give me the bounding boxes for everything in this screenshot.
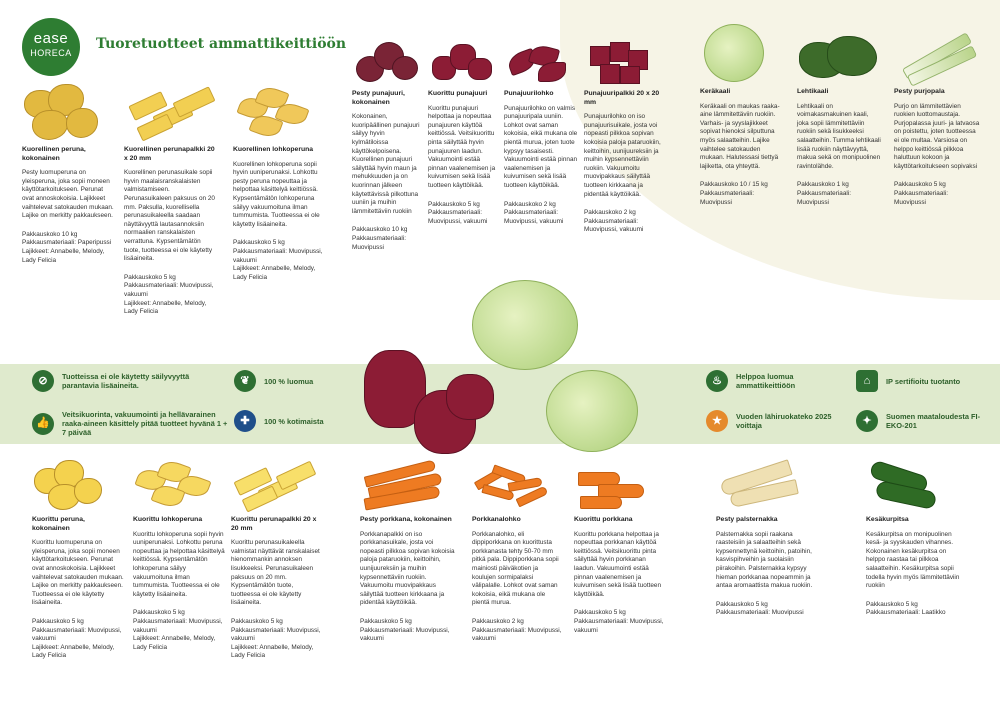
product-card-kale <box>797 30 881 207</box>
feature-organic <box>234 370 354 392</box>
product-name: Kuorittu punajuuri <box>428 90 488 97</box>
leek-image <box>894 30 980 84</box>
package-size: Pakkauskoko 5 kg <box>233 239 285 247</box>
product-description: Kuorittu luomuperuna on yleisperuna, joka sopii moneen käyttötarkoitukseen. Perunat ovat annoskokoisia. Lajikkeet vaihtelevat satokauden mukaan. Lajike on merkitty pakkaukseen. Tuotteessa ei ole käytetty lisäaineita. <box>32 539 124 607</box>
package-material: Pakkausmateriaali: Muovipussi, vakuumi <box>233 247 323 264</box>
feature-award <box>706 410 836 432</box>
package-size: Pakkauskoko 5 kg <box>360 617 412 625</box>
package-size: Pakkauskoko 10 / 15 kg <box>700 181 768 189</box>
feature-text: IP sertifioitu tuotanto <box>886 376 961 386</box>
leaf-icon: ❦ <box>234 370 256 392</box>
cabbage-half-image <box>546 370 638 452</box>
package-material: Pakkausmateriaali: Muovipussi, vakuumi <box>472 626 562 643</box>
package-size: Pakkauskoko 5 kg <box>428 200 480 208</box>
product-description: Palsternakka sopii raakana raasteisiin ja salaatteihin sekä kypsennettynä keittoihin, patoihin, kasvispihveihin ja suolaisiin piirakoihin. Palsternakka kypsyy hieman porkkanaa nopeammin ja antaa aromaattista makua ruokiin. <box>716 530 813 590</box>
cabbage-image <box>472 280 578 370</box>
product-description: Porkkanapalkki on iso porkkanasuikale, josta voi nopeasti pilkkoa sopivan kokoisia paloja pataruokiin, keittoihin, uunijuureksiin ja muihin kypsennettäviin ruokiin. Vakuumoitu muovipakkaus säilyttää tuotteen kirkkaana ja pidentää käyttöikää. <box>360 530 455 607</box>
product-name: Pesty palsternakka <box>716 516 778 523</box>
package-material: Pakkausmateriaali: Muovipussi, vakuumi <box>124 282 214 298</box>
package-size: Pakkauskoko 5 kg <box>894 181 946 189</box>
peeled-carrot-image <box>574 456 664 512</box>
package-size: Pakkauskoko 2 kg <box>584 209 636 217</box>
product-name: Pesty porkkana, kokonainen <box>360 516 452 523</box>
product-name: Kuorellinen lohkoperuna <box>233 146 314 153</box>
logo-subword: HORECA <box>30 48 72 58</box>
product-card-beet-peeled <box>428 36 498 226</box>
package-material: Pakkausmateriaali: Muovipussi <box>352 234 406 251</box>
product-card-parsnip <box>716 456 816 618</box>
peeled-bar-image <box>231 456 323 512</box>
beet-wedge-image <box>504 36 578 86</box>
feature-text: Vuoden lähiruokateko 2025 voittaja <box>736 412 832 430</box>
feature-domestic <box>234 410 354 432</box>
product-card-leek <box>894 30 980 207</box>
feature-knife-peeling <box>32 410 232 437</box>
product-name: Kuorittu peruna, kokonainen <box>32 516 85 532</box>
page-title: Tuoretuotteet ammattikeittiöön <box>96 36 347 52</box>
product-name: Kuorellinen peruna, kokonainen <box>22 146 86 162</box>
feature-eu-organic <box>856 410 986 432</box>
package-size: Pakkauskoko 2 kg <box>472 617 524 625</box>
package-material: Pakkausmateriaali: Muovipussi, vakuumi <box>360 626 450 643</box>
feature-ip-certified <box>856 370 986 392</box>
package-size: Pakkauskoko 10 kg <box>352 226 408 234</box>
product-card-potato-whole <box>22 80 114 265</box>
feature-text: 100 % luomua <box>264 376 314 386</box>
beet-image <box>446 374 494 420</box>
product-description: Purjo on lämmitettävien ruokien luottomaustaja. Purjopalassa juuri- ja latvaosa on poistettu, joten tuotteessa ei ole multaa. Varsiosa on helppo keittiössä pilkkoa haluttuun kokoon ja käyttötarkoitukseen sopivaksi <box>894 102 980 170</box>
product-name: Lehtikaali <box>797 88 829 95</box>
product-name: Kesäkurpitsa <box>866 516 909 523</box>
package-material: Pakkausmateriaali: Muovipussi, vakuumi <box>504 209 564 225</box>
logo-word: ease <box>33 30 69 47</box>
peeled-wedge-image <box>133 456 225 512</box>
feature-text: 100 % kotimaista <box>264 416 324 426</box>
product-card-beet-wedge <box>504 36 578 226</box>
package-size: Pakkauskoko 10 kg <box>22 230 78 238</box>
package-material: Pakkausmateriaali: Muovipussi, vakuumi <box>584 217 644 234</box>
package-size: Pakkauskoko 5 kg <box>231 617 283 625</box>
product-name: Kuorittu porkkana <box>574 516 633 523</box>
potato-image <box>22 80 114 142</box>
potato-bar-image <box>124 80 216 142</box>
product-description: Punajuurilohko on valmis punajuuripala uuniin. Lohkot ovat saman kokoisia, eikä mukana ole pientä murua, joten tuote kypsyy tasaisesti. Vakuumointi estää pinnan vaalenemisen ja kuivumisen sekä lisää tuotteen käyttöikää. <box>504 104 578 189</box>
package-material: Pakkausmateriaali: Paperipussi <box>22 239 112 247</box>
carrot-wedge-image <box>472 456 562 512</box>
peeled-beet-image <box>428 36 498 86</box>
package-size: Pakkauskoko 5 kg <box>32 617 84 625</box>
product-card-beet-bar <box>584 36 664 235</box>
package-material: Pakkausmateriaali: Muovipussi, vakuumi <box>231 626 321 643</box>
product-name: Kuorittu lohkoperuna <box>133 516 203 523</box>
product-name: Pesty punajuuri, kokonainen <box>352 90 405 106</box>
product-description: Kuorellinen lohkoperuna sopii hyvin uuniperunaksi. Lohkottu pesty peruna nopeuttaa ja helpottaa käsittelyä keittiössä. Kypsentämätön lohkoperuna säilyy vakuumoituna ilman tummumista. Tuotteessa ei ole käytetty lisäaineita. <box>233 160 320 228</box>
product-card-beet-whole <box>352 36 422 252</box>
product-card-carrot-wedge <box>472 456 562 644</box>
peeled-potato-image <box>32 456 124 512</box>
product-description: Keräkaali on maukas raaka-aine lämmitettäviin ruokiin. Varhais- ja syyslajikkeet sopivat hienoksi silputtuna myös salaatteihin. Lajike vaihtelee satokauden mukaan. Halutessasi tiettyä lajiketta, ota yhteyttä. <box>700 102 780 170</box>
package-size: Pakkauskoko 2 kg <box>504 200 556 208</box>
chef-hat-icon: ♨ <box>706 370 728 392</box>
thumbs-up-icon: 👍 <box>32 413 54 435</box>
product-description: Kesäkurpitsa on monipuolinen kesä- ja syyskauden vihannes. Kokonainen kesäkurpitsa on helppo raastaa tai pilkkoa salaatteihin. Kesäkurpitsa sopii todella hyvin myös lämmitettäviin ruokiin <box>866 530 960 590</box>
package-material: Pakkausmateriaali: Muovipussi <box>797 189 851 206</box>
product-description: Kuorellinen perunasuikale sopii hyvin maalaisranskalaisten valmistamiseen. Perunasuikaleen paksuus on 20 mm. Paksulla, kuorellisella perunasuikaleella saadaan näyttävyyttä lautasannoksiin normaalien ranskalaisten verrattuna. Kypsentämätön tuote, tuotteessa ei ole käytetty lisäaineita. <box>124 169 215 263</box>
feature-easy-organic <box>706 370 836 392</box>
product-description: Lehtikaali on voimakasmakuinen kaali, joka sopii lämmitettäviin ruokiin sekä lisukkeeksi salaatteihin. Tumma lehtikaali lisää ruokiin näyttävyyttä, makua sekä on monipuolinen ravintolähde. <box>797 102 881 170</box>
package-material: Pakkausmateriaali: Muovipussi <box>700 189 754 206</box>
product-name: Porkkanalohko <box>472 516 521 523</box>
varieties: Lajikkeet: Annabelle, Melody, Lady Felicia <box>32 643 115 660</box>
feature-no-additives <box>32 370 212 392</box>
product-card-carrot-whole <box>360 456 458 644</box>
parsnip-image <box>716 456 816 512</box>
eu-organic-leaf-icon: ✦ <box>856 410 878 432</box>
varieties: Lajikkeet: Annabelle, Melody, Lady Felicia <box>231 643 314 660</box>
package-size: Pakkauskoko 5 kg <box>574 609 626 617</box>
package-material: Pakkausmateriaali: Muovipussi, vakuumi <box>428 209 488 225</box>
award-icon: ★ <box>706 410 728 432</box>
product-description: Porkkanalohko, eli dippiporkkana on kuorittusta porkkanasta tehty 50-70 mm pitkä pala. Dippiporkkana sopii mainiosti päiväkotien ja koulujen sormipalaksi välipalalle. Lohkot ovat saman kokoisia, eikä mukana ole pientä murua. <box>472 530 559 607</box>
package-size: Pakkauskoko 5 kg <box>133 609 185 617</box>
product-card-potato-bar <box>124 80 216 317</box>
beet-bar-image <box>584 36 664 86</box>
beet-image <box>352 36 422 86</box>
product-name: Punajuurilohko <box>504 90 554 97</box>
product-name: Keräkaali <box>700 88 731 95</box>
centerpiece-vegetables <box>360 280 660 460</box>
product-description: Kuorittu perunasuikaleella valmistat näyttävät ranskalaiset hienommankin annoksen lisukkeeksi. Perunasuikaleen paksuus on 20 mm. Kypsentämätön tuote, tuotteessa ei ole käytetty lisäaineita. <box>231 539 320 607</box>
package-material: Pakkausmateriaali: Muovipussi <box>716 609 804 617</box>
feature-text: Suomen maataloudesta FI-EKO-201 <box>886 412 981 430</box>
package-material: Pakkausmateriaali: Muovipussi, vakuumi <box>133 617 223 634</box>
varieties: Lajikkeet: Annabelle, Melody, Lady Felicia <box>133 635 216 651</box>
product-description: Pesty luomuperuna on yleisperuna, joka sopii moneen käyttötarkoitukseen. Perunat ovat annoskokoisia. Lajikkeet vaihtelevat satokauden mukaan. Lajike on merkitty pakkaukseen. <box>22 169 114 220</box>
product-card-potato-wedge <box>233 80 325 282</box>
certificate-icon: ⌂ <box>856 370 878 392</box>
package-material: Pakkausmateriaali: Laatikko <box>866 609 946 617</box>
kale-image <box>797 30 881 84</box>
feature-text: Veitsikuorinta, vakuumointi ja hellävarainen raaka-aineen käsittely pitää tuotteet hyvänä 1 + 7 päivää <box>62 410 228 437</box>
cabbage-image <box>700 22 780 84</box>
product-description: Kokonainen, kuoripäällinen punajuuri säilyy hyvin kylmätiloissa käyttökelpoisena. Kuorellinen punajuuri säilyttää hyvin maun ja mehukkuuden ja on kuorinnan jälkeen käytettävissä pilkottuna uuniin ja muihin lämmitettäviin ruokiin <box>352 113 420 215</box>
product-name: Punajuuripalkki 20 x 20 mm <box>584 90 660 106</box>
ease-horeca-logo <box>22 18 80 76</box>
feature-text: Tuotteissa ei ole käytetty säilyvyyttä parantavia lisäaineita. <box>62 372 190 390</box>
varieties: Lajikkeet: Annabelle, Melody, Lady Felicia <box>124 299 207 316</box>
package-material: Pakkausmateriaali: Muovipussi, vakuumi <box>574 617 664 634</box>
product-card-peeled-potato <box>32 456 124 661</box>
varieties: Lajikkeet: Annabelle, Melody, Lady Felicia <box>233 265 316 281</box>
varieties: Lajikkeet: Annabelle, Melody, Lady Felicia <box>22 247 105 264</box>
product-card-cabbage <box>700 22 780 207</box>
product-name: Pesty purjopala <box>894 88 945 95</box>
potato-wedge-image <box>233 80 325 142</box>
package-size: Pakkauskoko 5 kg <box>866 600 918 608</box>
no-additives-icon: ⊘ <box>32 370 54 392</box>
zucchini-image <box>866 456 966 512</box>
product-description: Kuorittu porkkana helpottaa ja nopeuttaa porkkanan käyttöä keittiössä. Veitsikuorittu pinta säilyttää hyvin porkkanan laadun. Vakuumointi estää pinnan vaalenemisen ja kuivumisen sekä lisää tuotteen käyttöikää. <box>574 530 662 598</box>
product-card-carrot-peeled <box>574 456 664 635</box>
package-size: Pakkauskoko 1 kg <box>797 181 849 189</box>
product-card-peeled-wedge <box>133 456 225 652</box>
package-size: Pakkauskoko 5 kg <box>124 273 176 281</box>
feature-text: Helppoa luomua ammattikeittiöön <box>736 372 796 390</box>
product-description: Kuorittu lohkoperuna sopii hyvin uuniperunaksi. Lohkottu peruna nopeuttaa ja helpottaa käsittelyä keittiössä. Kypsentämätön lohkoperuna säilyy vakuumoituna ilman tummumista. Tuotteessa ei ole käytetty lisäaineita. <box>133 530 225 598</box>
product-name: Kuorellinen perunapalkki 20 x 20 mm <box>124 146 215 162</box>
finland-flag-icon: ✚ <box>234 410 256 432</box>
package-material: Pakkausmateriaali: Muovipussi <box>894 189 948 206</box>
product-card-zucchini <box>866 456 966 618</box>
carrot-image <box>360 456 458 512</box>
product-card-peeled-bar <box>231 456 323 661</box>
product-description: Kuorittu punajuuri helpottaa ja nopeuttaa punajuuren käyttöä keittiössä. Veitsikuorittu pinta säilyttää hyvin punajuuren laadun. Vakuumointi estää pinnan vaalenemisen ja kuivumisen sekä lisää tuotteen käyttöikää. <box>428 104 496 189</box>
product-description: Punajuurilohko on iso punajuurisuikale, josta voi nopeasti pilkkoa sopivan kokoisia paloja pataruokiin, keittoihin, uunijuureksiin ja muihin kypsennettäviin ruokiin. Vakuumoitu muovipakkaus säilyttää tuotteen kirkkaana ja pidentää käyttöikää. <box>584 113 661 198</box>
product-name: Kuorittu perunapalkki 20 x 20 mm <box>231 516 317 532</box>
package-size: Pakkauskoko 5 kg <box>716 600 768 608</box>
package-material: Pakkausmateriaali: Muovipussi, vakuumi <box>32 626 122 643</box>
